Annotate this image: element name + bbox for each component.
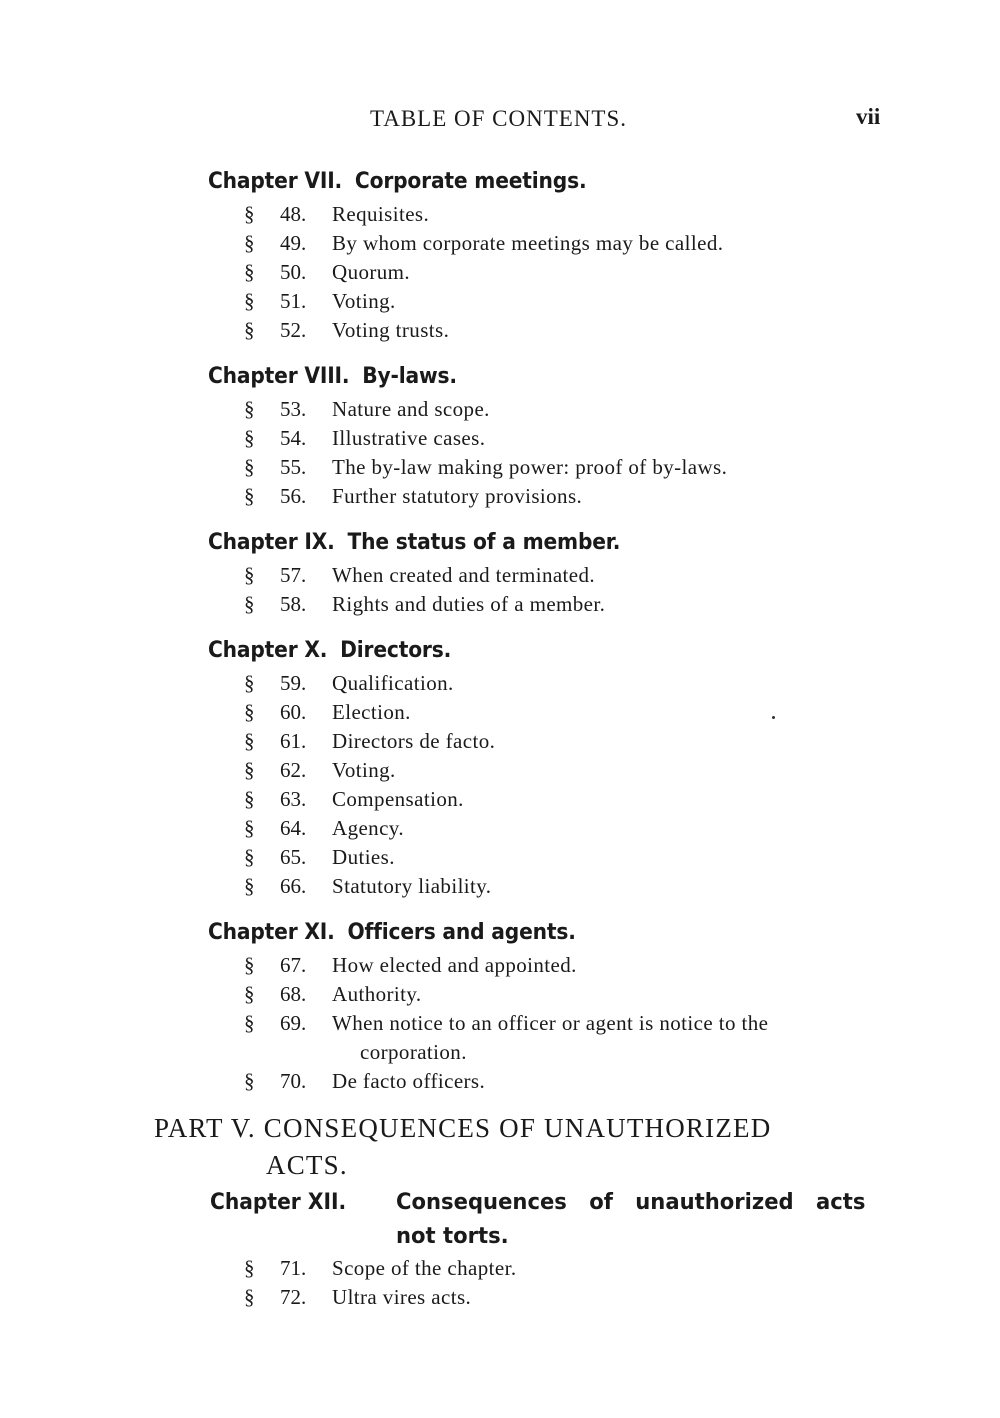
chapter-label: Chapter X. [208, 638, 328, 663]
section-entry [0, 424, 1000, 453]
section-sign: § [244, 1011, 255, 1035]
section-title [332, 200, 888, 229]
section-title [332, 980, 888, 1009]
section-title-text: De facto officers. [332, 1069, 486, 1093]
section-sign: § [244, 729, 255, 753]
section-title-text: How elected and appointed. [332, 953, 577, 977]
section-number: 70. [280, 1069, 307, 1093]
section-number: 54. [280, 426, 307, 450]
section-number: 50. [280, 260, 307, 284]
section-title-text: Nature and scope. [332, 397, 490, 421]
section-title-text: Voting trusts. [332, 318, 450, 342]
chapter-title: The status of a member. [347, 530, 621, 555]
chapter-heading [208, 359, 937, 395]
section-title [332, 756, 888, 785]
chapters-after-part [0, 1186, 1000, 1312]
chapter-title: Consequences of unauthorized acts not torts. [396, 1190, 866, 1249]
section-title [332, 669, 888, 698]
section-title [332, 229, 888, 258]
section-number: 69. [280, 1011, 307, 1035]
section-entry [0, 1067, 1000, 1096]
section-title-text: Agency. [332, 816, 404, 840]
section-number: 56. [280, 484, 307, 508]
section-title [332, 1283, 888, 1312]
section-entry [0, 785, 1000, 814]
section-entry [0, 395, 1000, 424]
section-number: 51. [280, 289, 307, 313]
section-number: 63. [280, 787, 307, 811]
section-title [332, 316, 888, 345]
section-entry [0, 843, 1000, 872]
chapter-heading [210, 1186, 885, 1254]
section-title [332, 872, 888, 901]
section-sign: § [244, 455, 255, 479]
section-title-text: Voting. [332, 758, 396, 782]
section-sign: § [244, 953, 255, 977]
chapter-title: Directors. [340, 638, 452, 663]
section-sign: § [244, 202, 255, 226]
section-title [332, 1067, 888, 1096]
chapter-label: Chapter XII. [210, 1190, 347, 1215]
section-title-text: Compensation. [332, 787, 464, 811]
section-sign: § [244, 231, 255, 255]
table-of-contents [0, 164, 1000, 1326]
part-heading-line1: PART V. CONSEQUENCES OF UNAUTHORIZED [154, 1113, 772, 1143]
section-number: 67. [280, 953, 307, 977]
section-sign: § [244, 758, 255, 782]
part-heading-line2: ACTS. [266, 1150, 348, 1180]
section-entry [0, 229, 1000, 258]
section-sign: § [244, 671, 255, 695]
section-title [332, 951, 888, 980]
section-title-text: By whom corporate meetings may be called. [332, 231, 724, 255]
chapter-title: By-laws. [362, 364, 457, 389]
section-title-text: When created and terminated. [332, 563, 596, 587]
section-title [332, 395, 888, 424]
section-entry [0, 561, 1000, 590]
section-number: 71. [280, 1256, 307, 1280]
section-sign: § [244, 260, 255, 284]
page-number: vii [856, 104, 881, 129]
part-heading [154, 1110, 886, 1184]
section-sign: § [244, 700, 255, 724]
section-number: 66. [280, 874, 307, 898]
chapter-block [0, 525, 1000, 619]
section-number: 64. [280, 816, 307, 840]
section-title [332, 727, 888, 756]
chapter-label: Chapter XI. [208, 920, 335, 945]
chapter-title: Corporate meetings. [354, 169, 587, 194]
section-entry [0, 287, 1000, 316]
section-title [332, 785, 888, 814]
section-title-text: Directors de facto. [332, 729, 496, 753]
section-title-text: Further statutory provisions. [332, 484, 583, 508]
section-sign: § [244, 816, 255, 840]
section-title [332, 424, 888, 453]
section-entry [0, 482, 1000, 511]
section-sign: § [244, 1256, 255, 1280]
section-number: 68. [280, 982, 307, 1006]
section-title-text: Qualification. [332, 671, 454, 695]
section-title [332, 482, 888, 511]
section-entry [0, 1283, 1000, 1312]
section-number: 72. [280, 1285, 307, 1309]
section-title-text: Election. [332, 700, 411, 724]
section-sign: § [244, 1069, 255, 1093]
section-entry [0, 814, 1000, 843]
section-title-text: Quorum. [332, 260, 411, 284]
running-title: TABLE OF CONTENTS. [370, 106, 628, 131]
print-speck [772, 716, 775, 719]
section-title [332, 287, 888, 316]
section-sign: § [244, 787, 255, 811]
section-sign: § [244, 592, 255, 616]
section-number: 49. [280, 231, 307, 255]
section-title-text: The by-law making power: proof of by-laws. [332, 455, 728, 479]
section-entry [0, 316, 1000, 345]
section-sign: § [244, 982, 255, 1006]
section-title [332, 814, 888, 843]
chapters-before-part [0, 164, 1000, 1096]
running-head [0, 106, 1000, 136]
chapter-block [0, 633, 1000, 901]
section-title [332, 698, 888, 727]
chapter-title: Officers and agents. [347, 920, 576, 945]
section-entry [0, 872, 1000, 901]
section-sign: § [244, 426, 255, 450]
section-number: 48. [280, 202, 307, 226]
chapter-block [0, 1186, 1000, 1312]
section-title [332, 1254, 888, 1283]
section-entry [0, 590, 1000, 619]
section-sign: § [244, 484, 255, 508]
section-sign: § [244, 874, 255, 898]
chapter-heading [208, 915, 937, 951]
section-entry [0, 951, 1000, 980]
section-entry [0, 453, 1000, 482]
section-entry [0, 980, 1000, 1009]
section-number: 60. [280, 700, 307, 724]
section-title [332, 1009, 888, 1067]
section-number: 58. [280, 592, 307, 616]
section-title [332, 590, 888, 619]
section-entry [0, 669, 1000, 698]
section-title [332, 453, 888, 482]
section-title-text: Requisites. [332, 202, 430, 226]
section-sign: § [244, 1285, 255, 1309]
chapter-heading [208, 633, 937, 669]
section-title [332, 561, 888, 590]
section-number: 52. [280, 318, 307, 342]
section-sign: § [244, 563, 255, 587]
section-title-text: Scope of the chapter. [332, 1256, 517, 1280]
chapter-heading [208, 525, 937, 561]
section-title-continuation: corporation. [360, 1040, 467, 1064]
section-sign: § [244, 397, 255, 421]
section-title-text: Illustrative cases. [332, 426, 486, 450]
section-title [332, 258, 888, 287]
section-entry [0, 756, 1000, 785]
section-entry [0, 1254, 1000, 1283]
section-title-text: Authority. [332, 982, 422, 1006]
chapter-label: Chapter VIII. [208, 364, 350, 389]
section-number: 53. [280, 397, 307, 421]
section-number: 57. [280, 563, 307, 587]
section-number: 62. [280, 758, 307, 782]
section-sign: § [244, 318, 255, 342]
section-title-text: Statutory liability. [332, 874, 492, 898]
section-title-text: Ultra vires acts. [332, 1285, 472, 1309]
section-entry [0, 200, 1000, 229]
section-number: 59. [280, 671, 307, 695]
section-number: 55. [280, 455, 307, 479]
chapter-heading [208, 164, 937, 200]
section-title-text: Duties. [332, 845, 395, 869]
section-number: 65. [280, 845, 307, 869]
chapter-block [0, 164, 1000, 345]
chapter-block [0, 915, 1000, 1096]
section-sign: § [244, 289, 255, 313]
section-title-text: When notice to an officer or agent is notice to the [332, 1011, 769, 1035]
section-entry [0, 258, 1000, 287]
section-entry [0, 698, 1000, 727]
section-title-text: Voting. [332, 289, 396, 313]
chapter-label: Chapter IX. [208, 530, 335, 555]
chapter-label: Chapter VII. [208, 169, 343, 194]
section-entry [0, 727, 1000, 756]
section-sign: § [244, 845, 255, 869]
section-title-text: Rights and duties of a member. [332, 592, 606, 616]
section-entry [0, 1009, 1000, 1067]
chapter-block [0, 359, 1000, 511]
section-title [332, 843, 888, 872]
section-number: 61. [280, 729, 307, 753]
